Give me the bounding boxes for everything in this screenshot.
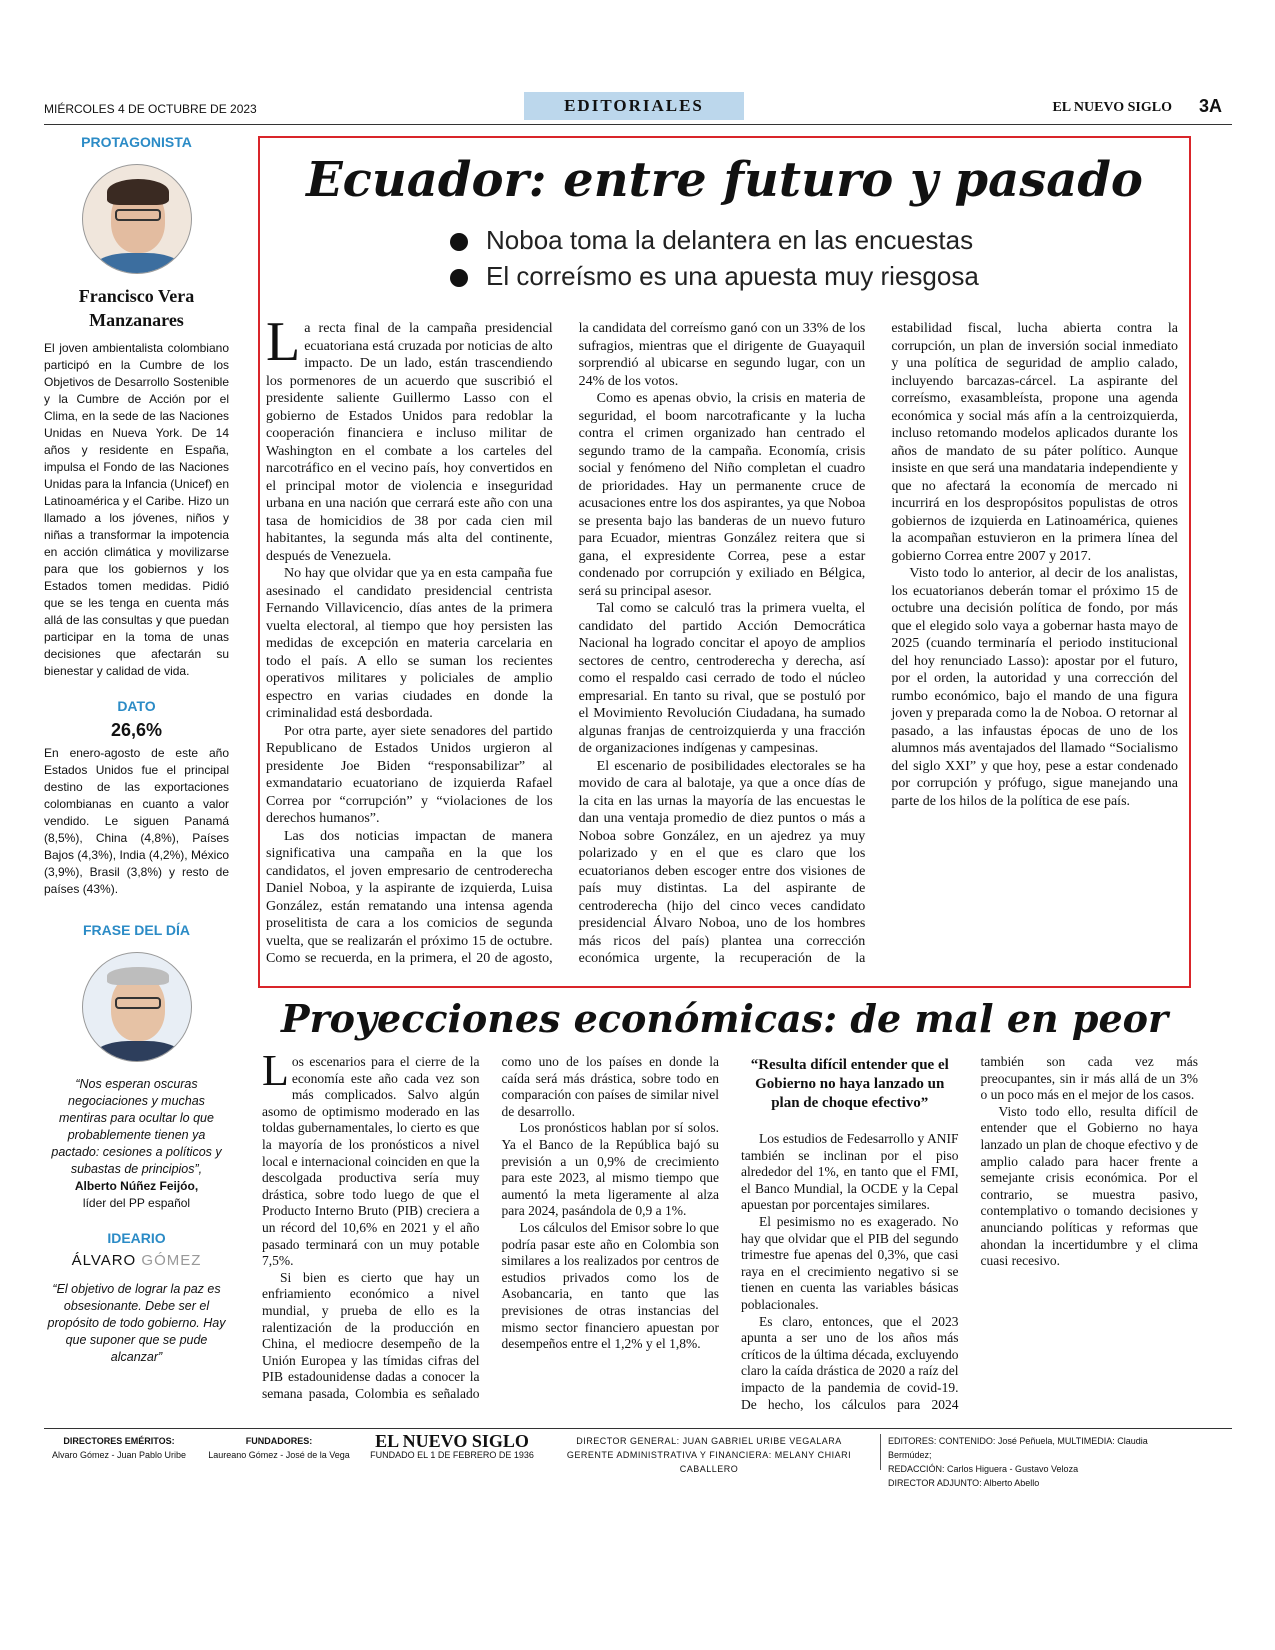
protagonista-heading: PROTAGONISTA [81, 134, 192, 150]
paragraph: Tal como se calculó tras la primera vuelta, el candidato del partido Acción Democrática Nacional ha logrado concitar el apoyo de amplios sectores de centro, centroderecha y derecha, así como el respaldo casi cerrado de todo el núcleo empresarial. En tanto su rival, que se postuló por el Movimiento Revolución Ciudadana, ha sumado algunas franjas de centroizquierda y una fracción de organizaciones indígenas y campesinas. [578, 601, 866, 756]
protagonist-photo [82, 164, 192, 274]
paragraph: No hay que olvidar que ya en esta campaña fue asesinado el candidato presidencial centrista Fernando Villavicencio, días antes de la primera vuelta electoral, al tiempo que hoy persisten las medidas de excepción en materia carcelaria en todo el país. A ello se suman los recientes operativos militares y policiales de amplio espectro en varias ciudades en donde la criminalidad está desbordada. [266, 566, 553, 721]
gerente: GERENTE ADMINISTRATIVA Y FINANCIERA: MELANY CHIARI CABALLERO [566, 1450, 852, 1474]
editorial-body [266, 311, 1178, 970]
frase-heading: FRASE DEL DÍA [82, 922, 191, 938]
publication-date: MIÉRCOLES 4 DE OCTUBRE DE 2023 [44, 102, 257, 116]
fundadores-label: FUNDADORES: [245, 1436, 313, 1446]
header-divider [44, 124, 1232, 125]
director-adjunto: DIRECTOR ADJUNTO: Alberto Abello [888, 1478, 1040, 1488]
paragraph: Visto todo ello, resulta difícil de entender que el Gobierno no haya lanzado un plan de choque efectivo y de amplio calado para hacer frente a semejante crisis económica. Por el contrario, se muestra pasivo, contemplativo o tomando decisiones y anunciando políticas y reformas que ahondan la incertidumbre y el clima cuasi recesivo. [980, 1103, 1198, 1269]
ideario-heading: IDEARIO [107, 1230, 166, 1246]
paragraph: La recta final de la campaña presidencial ecuatoriana está cruzada por noticias de alto impacto. De un lado, están trascendiendo los pormenores de un acuerdo que suscribió el presidente saliente Guillermo Lasso con el gobierno de Estados Unidos para redoblar la cooperación financiera e incluso militar de Washington en el combate a los carteles del narcotráfico en el vecino país, hoy convertidos en el principal motor de violencia e inseguridad urbana en una nación que cerrará este año con una tasa de homicidios de 38 por cada cien mil habitantes, la segunda más alta del continente, después de Venezuela. [266, 311, 553, 564]
footer-logo-block [362, 1431, 542, 1462]
frase-author: Alberto Núñez Feijóo, [74, 1179, 199, 1193]
section-banner: EDITORIALES [524, 92, 744, 120]
emeritos-names: Alvaro Gómez - Juan Pablo Uribe [51, 1450, 187, 1460]
dato-heading: DATO [117, 698, 156, 714]
redaccion: REDACCIÓN: Carlos Higuera - Gustavo Veloza [888, 1464, 1079, 1474]
ideario-name [44, 1252, 229, 1269]
editorial-title: Ecuador: entre futuro y pasado [306, 152, 1143, 208]
newspaper-brand: EL NUEVO SIGLO [1052, 100, 1172, 115]
emeritos-label: DIRECTORES EMÉRITOS: [63, 1436, 175, 1446]
page-footer [44, 1431, 1232, 1488]
pull-quote: “Resulta difícil entender que el Gobierno no haya lanzado un plan de choque efectivo” [750, 1057, 949, 1111]
paragraph: Los estudios de Fedesarrollo y ANIF también se inclinan por el piso alrededor del 1%, en tanto que el FMI, el Banco Mundial, la OCDE y la Cepal apuestan por porcentajes similares. [741, 1131, 959, 1213]
paragraph: Las dos noticias impactan de manera significativa una campaña en la que los candidatos, el joven empresario de centroderecha Daniel Noboa, y la aspirante de izquierda, Luisa González, están rematando una intensa agenda proselitista de cara a los comicios de segunda vuelta, que se realizarán el próximo 15 de octubre. Como se recuerda, en la primera, el 20 de agosto, la candidata del correísmo ganó con un 33% de los sufragios, mientras que el dirigente de Guayaquil sorprendió al ubicarse en segundo lugar, con un 24% de los votos. [266, 321, 866, 966]
paragraph: Visto todo lo anterior, al decir de los analistas, los ecuatorianos deberán tomar el próximo 15 de octubre una decisión política de fondo, por más que el elegido solo vaya a gobernar hasta mayo de 2025 (cuando terminaría el periodo institucional del hoy renunciado Lasso): apostar por el futuro, por el orden, la autoridad y una corrección del rumbo económico, bajo el mando de una figura joven y preparada como la de Noboa. O retornar al pasado, a las infaustas épocas de uno de los alumnos más aventajados del llamado “Socialismo del siglo XXI” y que hoy, pese a estar condenado por corrupción y prófugo, sigue manejando una parte de los hilos de la política de ese país. [891, 566, 1178, 809]
editorial2-title: Proyecciones económicas: de mal en peor [281, 996, 1168, 1041]
footer-editors [888, 1434, 1188, 1490]
footer-logo: EL NUEVO SIGLO [375, 1431, 529, 1451]
paragraph: El escenario de posibilidades electorales se ha movido de cara al balotaje, ya que a once días de la cita en las urnas la mayoría de las encuestas le dan una ventaja promedio de diez puntos o más a Noboa sobre González, en un ajedrez ya muy polarizado y en el que es claro que los ecuatorianos deben escoger entre dos visiones de país muy distintas. La del aspirante de centroderecha (hijo del cinco veces candidato presidencial Álvaro Noboa, uno de los hombres más ricos del país) plantea una corrección económica urgente, la recuperación de la estabilidad fiscal, lucha abierta contra la corrupción, un plan de inversión social inmediato y una política de seguridad de amplio calado, incluyendo barcazas-cárcel. La aspirante del correísmo, exasambleísta, propone una agenda económica y social más afín a la centroizquierda, incluso retomando modelos aplicados durante los años de mandato de su páter político. Aunque insiste en que será una mandataria independiente y que no afectará la economía de mercado ni incurrirá en los despropósitos populistas de otros gobiernos de izquierda en Latinoamérica, quienes la acompañan estuvieron en la primera línea del gobierno Correa entre 2007 y 2017. [578, 321, 1178, 966]
footer-divider [44, 1428, 1232, 1429]
footer-emeritos [44, 1434, 194, 1462]
protagonist-name: Francisco Vera Manzanares [78, 286, 195, 330]
paragraph: Por otra parte, ayer siete senadores del partido Republicano de Estados Unidos urgieron al presidente Joe Biden “responsabilizar” al exmandatario ecuatoriano de izquierda Rafael Correa por “corrupción” y “violaciones de los derechos humanos”. [266, 723, 553, 826]
editores: EDITORES: CONTENIDO: José Peñuela, MULTIMEDIA: Claudia Bermúdez; [888, 1436, 1148, 1460]
editorial2-body [262, 1046, 1198, 1414]
page-header [44, 92, 1232, 122]
paragraph: Si bien es cierto que hay un enfriamiento económico a nivel mundial, y prueba de ello es la ralentización de la producción en China, el mediocre desempeño de la Unión Europea y las tímidas cifras del PIB estadounidense dadas a conocer la semana pasada, Colombia es señalado como uno de los países en donde la caída será más drástica, sobre todo en comparación con países de similar nivel de desarrollo. [262, 1054, 719, 1401]
footer-fundadores [204, 1434, 354, 1462]
sidebar [44, 128, 229, 1366]
dato-value: 26,6% [110, 720, 163, 740]
quote-author-photo [82, 952, 192, 1062]
editorial-bullets [450, 222, 979, 294]
ideario-last-name: GÓMEZ [141, 1252, 202, 1269]
bullet-item: El correísmo es una apuesta muy riesgosa [450, 258, 979, 294]
footer-directors [544, 1434, 874, 1476]
protagonist-text: El joven ambientalista colombiano participó en la Cumbre de los Objetivos de Desarrollo Sostenible y la Cumbre de Acción por el Clima, en la sede de las Naciones Unidas en Nueva York. De 14 años y residente en España, impulsa el Fondo de las Naciones Unidas para la Infancia (Unicef) en Latinoamérica y el Caribe. Hizo un llamado a los jóvenes, niños y niñas a transformar la impotencia en acción climática y movilizarse para que los gobiernos y los Estados tomen medidas. Pidió que se les tenga en cuenta más allá de las consultas y que puedan participar en la toma de unas decisiones que afectarán su bienestar y calidad de vida. [44, 341, 229, 678]
frase-author-role: líder del PP español [82, 1196, 191, 1210]
page-number: 3A [1198, 96, 1222, 116]
fundadores-names: Laureano Gómez - José de la Vega [208, 1450, 350, 1460]
dato-text: En enero-agosto de este año Estados Unidos fue el principal destino de las exportaciones colombianas en cuanto a valor vendido. Le siguen Panamá (8,5%), China (4,8%), Países Bajos (4,3%), India (4,2%), México (3,9%), Brasil (3,8%) y resto de países (43%). [44, 746, 229, 896]
ideario-first-name: ÁLVARO [71, 1252, 137, 1269]
bullet-item: Noboa toma la delantera en las encuestas [450, 222, 979, 258]
paragraph: Los pronósticos hablan por sí solos. Ya el Banco de la República bajó su previsión a un 0,9% de crecimiento para este 2023, al mismo tiempo que aumentó la meta ligeramente al alza para 2024, pasándola de 0,9 a 1%. [501, 1120, 719, 1219]
paragraph: El pesimismo no es exagerado. No hay que olvidar que el PIB del segundo trimestre fue apenas del 0,3%, que casi raya en el crecimiento negativo si se tienen en cuenta las variables básicas poblacionales. [741, 1213, 959, 1312]
paragraph: Es claro, entonces, que el 2023 apunta a ser uno de los años más críticos de la última década, excluyendo claro la caída drástica de 2020 a raíz del impacto de la pandemia de covid-19. De hecho, los cálculos para 2024 también son cada vez más preocupantes, sin ir más allá de un 3% o un poco más en el mejor de los casos. [741, 1054, 1198, 1412]
fundado-text: FUNDADO EL 1 DE FEBRERO DE 1936 [370, 1450, 534, 1460]
frase-quote: “Nos esperan oscuras negociaciones y muchas mentiras para ocultar lo que probablemente tienen ya pactado: cesiones a políticos y subastas de principios”, [51, 1077, 222, 1176]
editorial-main-box [258, 136, 1191, 988]
director-general: DIRECTOR GENERAL: JUAN GABRIEL URIBE VEGALARA [576, 1436, 842, 1446]
ideario-quote: “El objetivo de lograr la paz es obsesionante. Debe ser el propósito de todo gobierno. Hay que suponer que se pude alcanzar” [47, 1282, 226, 1364]
footer-vertical-divider [880, 1434, 881, 1470]
paragraph: Los escenarios para el cierre de la economía este año cada vez son más complicados. Salvo algún asomo de optimismo moderado en las toldas gubernamentales, lo cierto es que la mayoría de los pronósticos a nivel local e internacional coinciden en que la descolgada productiva sería muy drástica, sobre todo luego de que el Producto Interno Bruto (PIB) creciera a un récord del 10,6% en 2021 y el año pasado terminará con un muy potable 7,5%. [262, 1046, 480, 1269]
paragraph: Los cálculos del Emisor sobre lo que podría pasar este año en Colombia son similares a los realizados por centros de estudios privados como los de Asobancaria, en tanto que las previsiones de otras instancias del mismo sector financiero apuestan por desempeños entre el 1,2% y el 1,8%. [501, 1219, 719, 1352]
paragraph: Como es apenas obvio, la crisis en materia de seguridad, el boom narcotraficante y la lucha contra el crimen organizado han centrado el segundo tramo de la campaña. Economía, crisis social y fenómeno del Niño completan el cuadro de prioridades. Hay un permanente cruce de acusaciones entre los dos aspirantes, ya que Noboa se presenta bajo las banderas de un nuevo futuro para Ecuador, mientras González reitera que si gana, el expresidente Correa, pese a estar condenado por corrupción y exiliado en Bélgica, será su principal asesor. [578, 391, 866, 599]
